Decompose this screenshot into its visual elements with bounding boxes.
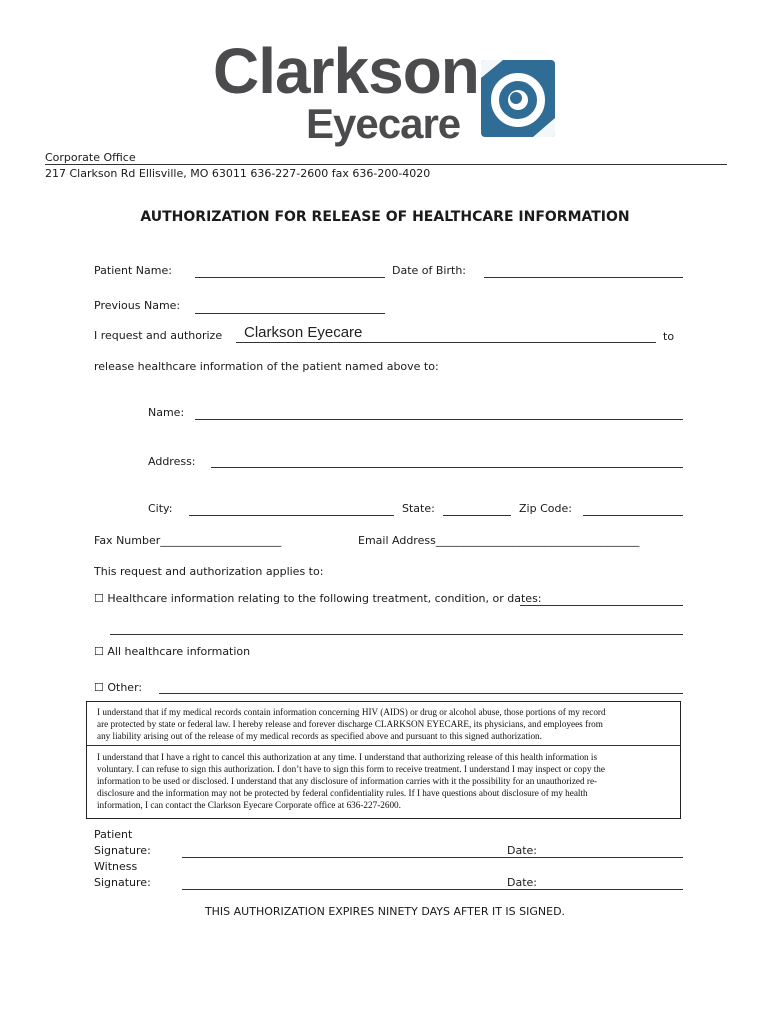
option-other-checkbox[interactable]: ☐ Other: (94, 681, 143, 694)
email-address-field[interactable]: Email Address_____________________________________ (358, 534, 640, 547)
patient-signature-label: Patient (94, 828, 133, 841)
patient-date-label: Date: (507, 844, 537, 857)
notice2-line4: disclosure and the information may not be protected by federal confidentiality rules. If I have questions about disclosure of my health (97, 788, 588, 798)
request-authorize-label: I request and authorize (94, 329, 223, 342)
eye-logo-icon (481, 60, 555, 137)
notice1-line2: are protected by state or federal law. I hereby release and forever discharge CLARKSON EYECARE, its physicians, and employees from (97, 719, 603, 729)
recipient-address-label: Address: (148, 455, 196, 468)
notice2-line5: information, I can contact the Clarkson Eyecare Corporate office at 636-227-2600. (97, 800, 401, 810)
option-all-checkbox[interactable]: ☐ All healthcare information (94, 645, 251, 658)
witness-signature-field[interactable] (182, 889, 683, 890)
treatment-field-line2[interactable] (110, 634, 683, 635)
patient-name-label: Patient Name: (94, 264, 172, 277)
notice2-line2: voluntary. I can refuse to sign this authorization. I don’t have to sign this form to receive treatment. I understand I may inspect or copy the (97, 764, 605, 774)
notice1-line1: I understand that if my medical records contain information concerning HIV (AIDS) or drug or alcohol abuse, those portions of my record (97, 707, 606, 717)
previous-name-field[interactable] (195, 313, 385, 314)
previous-name-label: Previous Name: (94, 299, 181, 312)
release-text: release healthcare information of the patient named above to: (94, 360, 439, 373)
option-treatment-checkbox[interactable]: ☐ Healthcare information relating to the following treatment, condition, or dates: (94, 592, 542, 605)
state-field[interactable] (443, 515, 511, 516)
patient-signature-field[interactable] (182, 857, 683, 858)
notice-divider (86, 745, 681, 746)
logo-wordmark-eyecare: Eyecare (306, 100, 461, 147)
form-title: AUTHORIZATION FOR RELEASE OF HEALTHCARE INFORMATION (140, 209, 630, 225)
recipient-address-field[interactable] (211, 467, 683, 468)
city-label: City: (148, 502, 173, 515)
witness-date-label: Date: (507, 876, 537, 889)
recipient-name-label: Name: (148, 406, 185, 419)
applies-heading: This request and authorization applies to: (94, 565, 324, 578)
witness-signature-label: Witness (94, 860, 138, 873)
state-label: State: (402, 502, 435, 515)
dob-label: Date of Birth: (392, 264, 467, 277)
to-label: to (663, 330, 675, 343)
zip-label: Zip Code: (519, 502, 572, 515)
authorized-party-field[interactable] (236, 342, 656, 343)
notice1-line3: any liability arising out of the release of my medical records as specified above and pursuant to this signed authorization. (97, 731, 542, 741)
recipient-name-field[interactable] (195, 419, 683, 420)
corporate-office-label: Corporate Office (45, 151, 136, 164)
zip-field[interactable] (583, 515, 683, 516)
city-field[interactable] (189, 515, 394, 516)
patient-name-field[interactable] (195, 277, 385, 278)
fax-number-field[interactable]: Fax Number______________________ (94, 534, 282, 547)
patient-signature-label-2: Signature: (94, 844, 151, 857)
dob-field[interactable] (484, 277, 683, 278)
logo-wordmark-clarkson: Clarkson (213, 35, 479, 107)
other-field[interactable] (159, 693, 683, 694)
header-divider (45, 164, 727, 165)
corporate-office-address: 217 Clarkson Rd Ellisville, MO 63011 636-227-2600 fax 636-200-4020 (45, 167, 431, 180)
notice2-line3: information to be used or disclosed. I understand that any disclosure of information carries with it the possibility for an unauthorized re- (97, 776, 598, 786)
authorized-party-value: Clarkson Eyecare (244, 324, 363, 341)
witness-signature-label-2: Signature: (94, 876, 151, 889)
notice2-line1: I understand that I have a right to cancel this authorization at any time. I understand that authorizing release of this health information is (97, 752, 598, 762)
treatment-field[interactable] (520, 605, 683, 606)
expiration-notice: THIS AUTHORIZATION EXPIRES NINETY DAYS AFTER IT IS SIGNED. (204, 905, 566, 918)
